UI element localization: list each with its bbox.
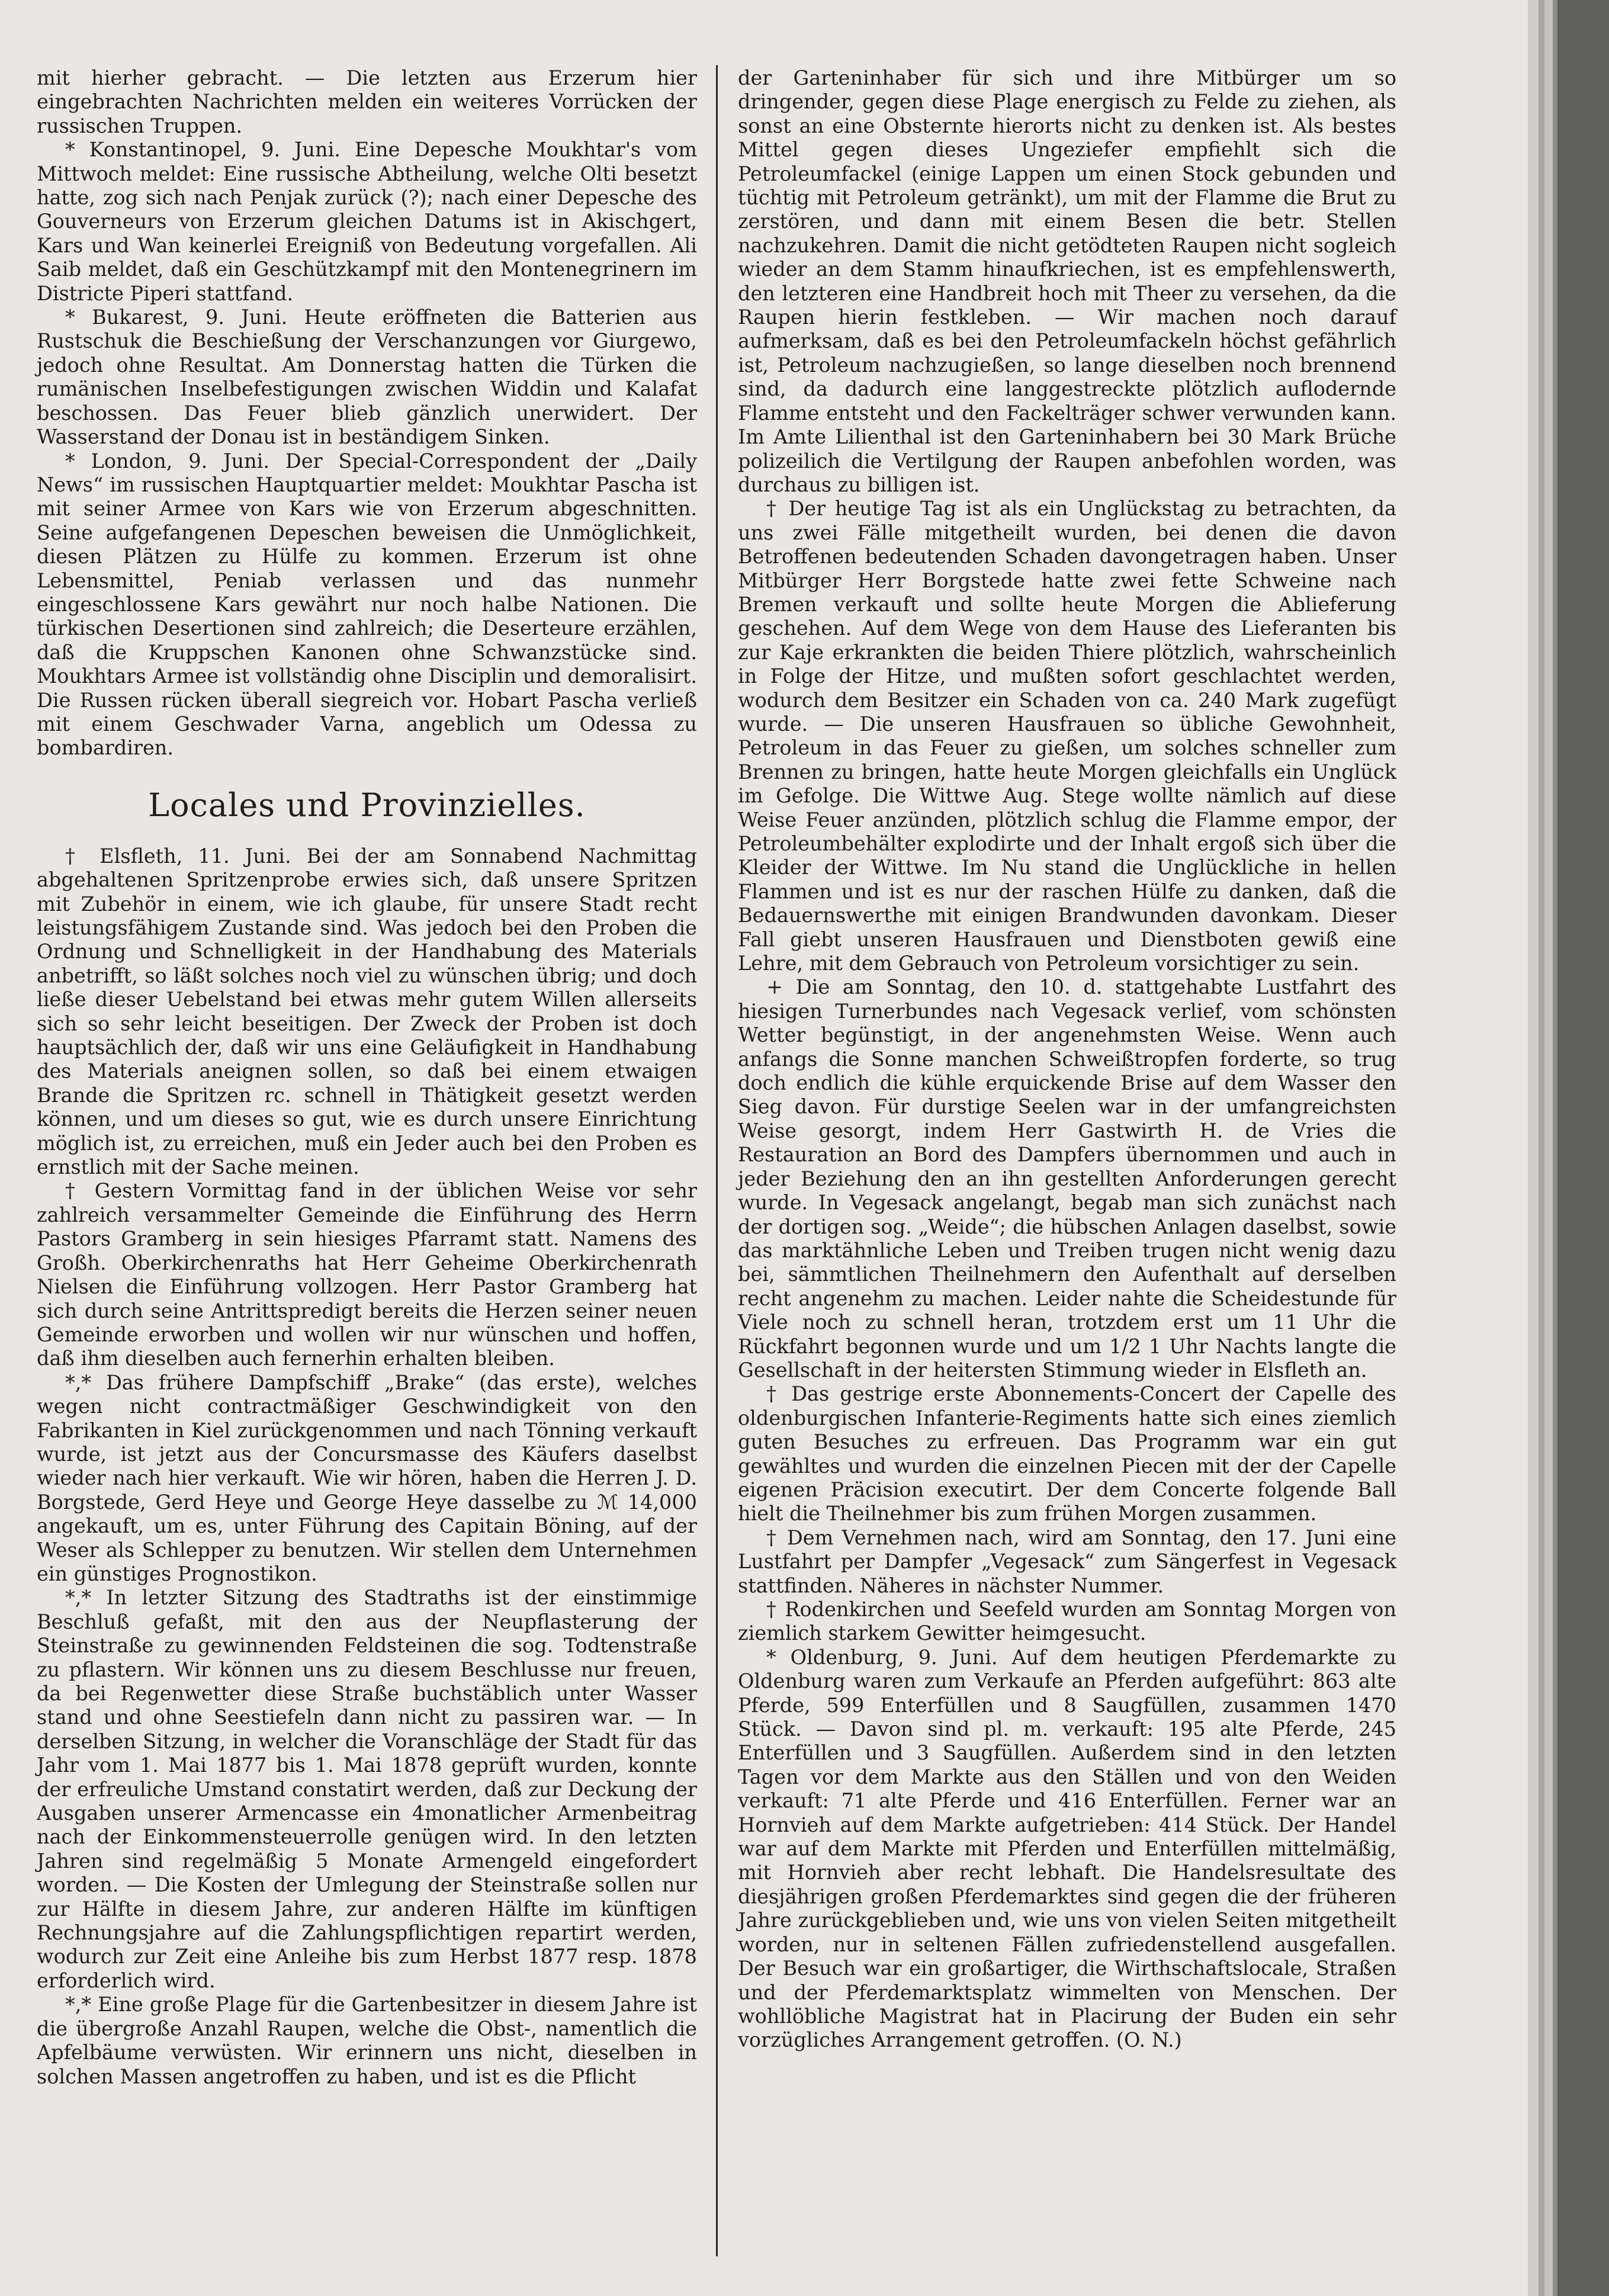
right-column bbox=[738, 66, 1396, 2272]
article-paragraph: *,* Eine große Plage für die Gartenbesitzer in diesem Jahre ist die übergroße Anzahl Raupen, welche die Obst-, namentlich die Apfelbäume verwüsten. Wir erinnern uns nicht, dieselben in solchen Massen angetroffen zu haben, und ist es die Pflicht bbox=[37, 1993, 697, 2088]
article-paragraph: † Rodenkirchen und Seefeld wurden am Sonntag Morgen von ziemlich starkem Gewitter heimgesucht. bbox=[738, 1598, 1396, 1645]
article-paragraph: der Garteninhaber für sich und ihre Mitbürger um so dringender, gegen diese Plage energisch zu Felde zu ziehen, als sonst an eine Obsternte hierorts nicht zu denken ist. Als bestes Mittel gegen dieses Ungeziefer empfiehlt sich die Petroleumfackel (einige Lappen um einen Stock gebunden und tüchtig mit Petroleum getränkt), um mit der Flamme die Brut zu zerstören, und dann mit einem Besen die betr. Stellen nachzukehren. Damit die nicht getödteten Raupen nicht sogleich wieder an dem Stamm hinaufkriechen, ist es empfehlenswerth, den letzteren eine Handbreit hoch mit Theer zu versehen, da die Raupen hierin festkleben. — Wir machen noch darauf aufmerksam, daß es bei den Petroleumfackeln höchst gefährlich ist, Petroleum nachzugießen, so lange dieselben noch brennend sind, da dadurch eine langgestreckte plötzlich auflodernde Flamme entsteht und den Fackelträger schwer verwunden kann. Im Amte Lilienthal ist den Garteninhabern bei 30 Mark Brüche polizeilich die Vertilgung der Raupen anbefohlen worden, was durchaus zu billigen ist. bbox=[738, 66, 1396, 496]
article-paragraph: † Der heutige Tag ist als ein Unglückstag zu betrachten, da uns zwei Fälle mitgetheilt wurden, bei denen die davon Betroffenen bedeutenden Schaden davongetragen haben. Unser Mitbürger Herr Borgstede hatte zwei fette Schweine nach Bremen verkauft und sollte heute Morgen die Ablieferung geschehen. Auf dem Wege von dem Hause des Lieferanten bis zur Kaje erkrankten die beiden Thiere plötzlich, wahrscheinlich in Folge der Hitze, und mußten sofort geschlachtet werden, wodurch dem Besitzer ein Schaden von ca. 240 Mark zugefügt wurde. — Die unseren Hausfrauen so übliche Gewohnheit, Petroleum in das Feuer zu gießen, um solches schneller zum Brennen zu bringen, hatte heute Morgen gleichfalls ein Unglück im Gefolge. Die Wittwe Aug. Stege wollte nämlich auf diese Weise Feuer anzünden, plötzlich schlug die Flamme empor, der Petroleumbehälter explodirte und der Inhalt ergoß sich über die Kleider der Wittwe. Im Nu stand die Unglückliche in hellen Flammen und ist es nur der raschen Hülfe zu danken, daß die Bedauernswerthe mit einigen Brandwunden davonkam. Dieser Fall giebt unseren Hausfrauen und Dienstboten gewiß eine Lehre, mit dem Gebrauch von Petroleum vorsichtiger zu sein. bbox=[738, 497, 1396, 975]
page-edge bbox=[1539, 0, 1544, 2296]
article-paragraph: † Dem Vernehmen nach, wird am Sonntag, den 17. Juni eine Lustfahrt per Dampfer „Vegesack“ zum Sängerfest in Vegesack stattfinden. Näheres in nächster Nummer. bbox=[738, 1526, 1396, 1597]
article-paragraph: *,* Das frühere Dampfschiff „Brake“ (das erste), welches wegen nicht contractmäßiger Geschwindigkeit von den Fabrikanten in Kiel zurückgenommen und nach Tönning verkauft wurde, ist jetzt aus der Concursmasse des Käufers daselbst wieder nach hier verkauft. Wie wir hören, haben die Herren J. D. Borgstede, Gerd Heye und George Heye dasselbe zu ℳ 14,000 angekauft, um es, unter Führung des Capitain Böning, auf der Weser als Schlepper zu benutzen. Wir stellen dem Unternehmen ein günstiges Prognostikon. bbox=[37, 1370, 697, 1585]
section-heading: Locales und Provinzielles. bbox=[148, 786, 586, 824]
article-paragraph: mit hierher gebracht. — Die letzten aus Erzerum hier eingebrachten Nachrichten melden ein weiteres Vorrücken der russischen Truppen. bbox=[37, 66, 697, 137]
page-edge bbox=[1528, 0, 1539, 2296]
article-paragraph: † Das gestrige erste Abonnements-Concert der Capelle des oldenburgischen Infanterie-Regiments hatte sich eines ziemlich guten Besuches zu erfreuen. Das Programm war ein gut gewähltes und wurden die einzelnen Piecen mit der der Capelle eigenen Präcision executirt. Der dem Concerte folgende Ball hielt die Theilnehmer bis zum frühen Morgen zusammen. bbox=[738, 1382, 1396, 1526]
left-column bbox=[37, 66, 697, 2272]
article-paragraph: † Gestern Vormittag fand in der üblichen Weise vor sehr zahlreich versammelter Gemeinde die Einführung des Herrn Pastors Gramberg in sein hiesiges Pfarramt statt. Namens des Großh. Oberkirchenraths hat Herr Geheime Oberkirchenrath Nielsen die Einführung vollzogen. Herr Pastor Gramberg hat sich durch seine Antrittspredigt bereits die Herzen seiner neuen Gemeinde erworben und wollen wir nur wünschen und hoffen, daß ihm dieselben auch fernerhin erhalten bleiben. bbox=[37, 1179, 697, 1370]
page-edge bbox=[1553, 0, 1557, 2296]
column-divider bbox=[716, 65, 718, 2256]
article-paragraph: * Konstantinopel, 9. Juni. Eine Depesche Moukhtar's vom Mittwoch meldet: Eine russische Abtheilung, welche Olti besetzt hatte, zog sich nach Penjak zurück (?); nach einer Depesche des Gouverneurs von Erzerum gleichen Datums ist in Akischgert, Kars und Wan keinerlei Ereigniß von Bedeutung vorgefallen. Ali Saib meldet, daß ein Geschützkampf mit den Montenegrinern im Districte Piperi stattfand. bbox=[37, 138, 697, 305]
article-paragraph: + Die am Sonntag, den 10. d. stattgehabte Lustfahrt des hiesigen Turnerbundes nach Vegesack verlief, vom schönsten Wetter begünstigt, in der angenehmsten Weise. Wenn auch anfangs die Sonne manchen Schweißtropfen forderte, so trug doch endlich die kühle erquickende Brise auf dem Wasser den Sieg davon. Für durstige Seelen war in der umfangreichsten Weise gesorgt, indem Herr Gastwirth H. de Vries die Restauration an Bord des Dampfers übernommen und auch in jeder Beziehung den an ihn gestellten Anforderungen gerecht wurde. In Vegesack angelangt, begab man sich zunächst nach der dortigen sog. „Weide“; die hübschen Anlagen daselbst, sowie das marktähnliche Leben und Treiben trugen nicht wenig dazu bei, sämmtlichen Theilnehmern den Aufenthalt auf derselben recht angenehm zu machen. Leider nahte die Scheidestunde für Viele noch zu schnell heran, trotzdem erst um 11 Uhr die Rückfahrt begonnen wurde und um 1/2 1 Uhr Nachts langte die Gesellschaft in der heitersten Stimmung wieder in Elsfleth an. bbox=[738, 975, 1396, 1382]
article-paragraph: * Oldenburg, 9. Juni. Auf dem heutigen Pferdemarkte zu Oldenburg waren zum Verkaufe an Pferden aufgeführt: 863 alte Pferde, 599 Enterfüllen und 8 Saugfüllen, zusammen 1470 Stück. — Davon sind pl. m. verkauft: 195 alte Pferde, 245 Enterfüllen und 3 Saugfüllen. Außerdem sind in den letzten Tagen vor dem Markte aus den Ställen und von den Weiden verkauft: 71 alte Pferde und 416 Enterfüllen. Ferner war an Hornvieh auf dem Markte aufgetrieben: 414 Stück. Der Handel war auf dem Markte mit Pferden und Enterfüllen mittelmäßig, mit Hornvieh aber recht lebhaft. Die Handelsresultate des diesjährigen großen Pferdemarktes sind gegen die der früheren Jahre zurückgeblieben und, wie uns von vielen Seiten mitgetheilt worden, nur in seltenen Fällen zufriedenstellend ausgefallen. Der Besuch war ein großartiger, die Wirthschaftslocale, Straßen und der Pferdemarktsplatz wimmelten von Menschen. Der wohllöbliche Magistrat hat in Placirung der Buden ein sehr vorzügliches Arrangement getroffen. (O. N.) bbox=[738, 1645, 1396, 2052]
page-edge bbox=[1544, 0, 1553, 2296]
article-paragraph: † Elsfleth, 11. Juni. Bei der am Sonnabend Nachmittag abgehaltenen Spritzenprobe erwies sich, daß unsere Spritzen mit Zubehör in einem, wie ich glaube, für unsere Stadt recht leistungsfähigem Zustande sind. Was jedoch bei den Proben die Ordnung und Schnelligkeit in der Handhabung des Materials anbetrifft, so läßt solches noch viel zu wünschen übrig; und doch ließe dieser Uebelstand bei etwas mehr gutem Willen allerseits sich so sehr leicht beseitigen. Der Zweck der Proben ist doch hauptsächlich der, daß wir uns eine Geläufigkeit in Handhabung des Materials aneignen sollen, so daß bei einem etwaigen Brande die Spritzen rc. schnell in Thätigkeit gesetzt werden können, und um dieses so gut, wie es durch unsere Einrichtung möglich ist, zu erreichen, muß ein Jeder auch bei den Proben es ernstlich mit der Sache meinen. bbox=[37, 844, 697, 1179]
article-paragraph: * London, 9. Juni. Der Special-Correspondent der „Daily News“ im russischen Hauptquartier meldet: Moukhtar Pascha ist mit seiner Armee von Kars wie von Erzerum abgeschnitten. Seine aufgefangenen Depeschen beweisen die Unmöglichkeit, diesen Plätzen zu Hülfe zu kommen. Erzerum ist ohne Lebensmittel, Peniab verlassen und das nunmehr eingeschlossene Kars gewährt nur noch halbe Nationen. Die türkischen Desertionen sind zahlreich; die Deserteure erzählen, daß die Kruppschen Kanonen ohne Schwanzstücke sind. Moukhtars Armee ist vollständig ohne Disciplin und demoralisirt. Die Russen rücken überall siegreich vor. Hobart Pascha verließ mit einem Geschwader Varna, angeblich um Odessa zu bombardiren. bbox=[37, 449, 697, 760]
article-paragraph: * Bukarest, 9. Juni. Heute eröffneten die Batterien aus Rustschuk die Beschießung der Verschanzungen vor Giurgewo, jedoch ohne Resultat. Am Donnerstag hatten die Türken die rumänischen Inselbefestigungen zwischen Widdin und Kalafat beschossen. Das Feuer blieb gänzlich unerwidert. Der Wasserstand der Donau ist in beständigem Sinken. bbox=[37, 306, 697, 449]
scan-background bbox=[1557, 0, 1609, 2296]
article-paragraph: *,* In letzter Sitzung des Stadtraths ist der einstimmige Beschluß gefaßt, mit den aus der Neupflasterung der Steinstraße zu gewinnenden Feldsteinen die sog. Todtenstraße zu pflastern. Wir können uns zu diesem Beschlusse nur freuen, da bei Regenwetter diese Straße buchstäblich unter Wasser stand und ohne Seestiefeln dann nicht zu passiren war. — In derselben Sitzung, in welcher die Voranschläge der Stadt für das Jahr vom 1. Mai 1877 bis 1. Mai 1878 geprüft wurden, konnte der erfreuliche Umstand constatirt werden, daß zur Deckung der Ausgaben unserer Armencasse ein 4monatlicher Armenbeitrag nach der Einkommensteuerrolle genügen wird. In den letzten Jahren sind regelmäßig 5 Monate Armengeld eingefordert worden. — Die Kosten der Umlegung der Steinstraße sollen nur zur Hälfte in diesem Jahre, zur anderen Hälfte im künftigen Rechnungsjahre auf die Zahlungspflichtigen repartirt werden, wodurch zur Zeit eine Anleihe bis zum Herbst 1877 resp. 1878 erforderlich wird. bbox=[37, 1586, 697, 1992]
